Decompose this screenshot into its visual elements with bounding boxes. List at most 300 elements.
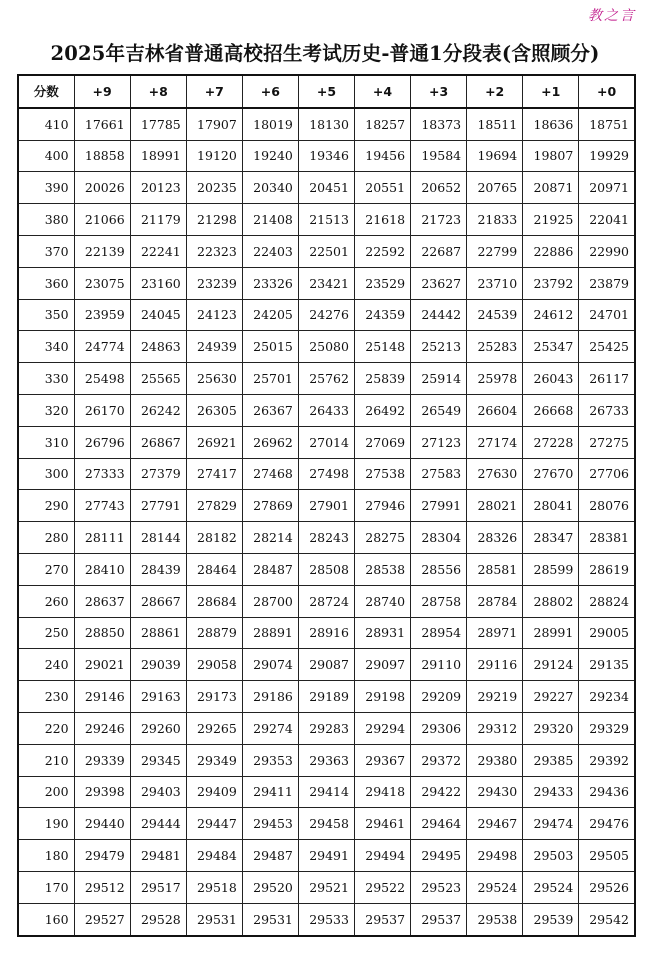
cumulative-count-cell: 29074 bbox=[242, 649, 298, 681]
cumulative-count-cell: 27468 bbox=[242, 458, 298, 490]
cumulative-count-cell: 22501 bbox=[298, 235, 354, 267]
cumulative-count-cell: 27069 bbox=[354, 426, 410, 458]
cumulative-count-cell: 26367 bbox=[242, 394, 298, 426]
cumulative-count-cell: 29447 bbox=[186, 808, 242, 840]
cumulative-count-cell: 27498 bbox=[298, 458, 354, 490]
cumulative-count-cell: 29329 bbox=[579, 712, 635, 744]
table-row bbox=[18, 140, 635, 172]
cumulative-count-cell: 29461 bbox=[354, 808, 410, 840]
cumulative-count-cell: 25498 bbox=[74, 363, 130, 395]
score-cell: 200 bbox=[18, 776, 74, 808]
cumulative-count-cell: 29246 bbox=[74, 712, 130, 744]
cumulative-count-cell: 29163 bbox=[130, 681, 186, 713]
cumulative-count-cell: 29380 bbox=[467, 744, 523, 776]
cumulative-count-cell: 27901 bbox=[298, 490, 354, 522]
cumulative-count-cell: 20551 bbox=[354, 172, 410, 204]
cumulative-count-cell: 19240 bbox=[242, 140, 298, 172]
cumulative-count-cell: 22990 bbox=[579, 235, 635, 267]
table-row bbox=[18, 394, 635, 426]
cumulative-count-cell: 29411 bbox=[242, 776, 298, 808]
cumulative-count-cell: 26604 bbox=[467, 394, 523, 426]
cumulative-count-cell: 28021 bbox=[467, 490, 523, 522]
cumulative-count-cell: 26305 bbox=[186, 394, 242, 426]
cumulative-count-cell: 29520 bbox=[242, 871, 298, 903]
cumulative-count-cell: 28275 bbox=[354, 522, 410, 554]
cumulative-count-cell: 29021 bbox=[74, 649, 130, 681]
cumulative-count-cell: 21513 bbox=[298, 204, 354, 236]
score-cell: 190 bbox=[18, 808, 74, 840]
cumulative-count-cell: 29494 bbox=[354, 840, 410, 872]
cumulative-count-cell: 19584 bbox=[411, 140, 467, 172]
column-header-offset: +4 bbox=[354, 75, 410, 108]
cumulative-count-cell: 19694 bbox=[467, 140, 523, 172]
cumulative-count-cell: 18511 bbox=[467, 108, 523, 140]
cumulative-count-cell: 22403 bbox=[242, 235, 298, 267]
cumulative-count-cell: 28991 bbox=[523, 617, 579, 649]
cumulative-count-cell: 29372 bbox=[411, 744, 467, 776]
cumulative-count-cell: 20652 bbox=[411, 172, 467, 204]
cumulative-count-cell: 29124 bbox=[523, 649, 579, 681]
cumulative-count-cell: 23239 bbox=[186, 267, 242, 299]
cumulative-count-cell: 23160 bbox=[130, 267, 186, 299]
cumulative-count-cell: 28971 bbox=[467, 617, 523, 649]
cumulative-count-cell: 28381 bbox=[579, 522, 635, 554]
cumulative-count-cell: 18751 bbox=[579, 108, 635, 140]
table-row bbox=[18, 776, 635, 808]
cumulative-count-cell: 28724 bbox=[298, 585, 354, 617]
cumulative-count-cell: 18130 bbox=[298, 108, 354, 140]
cumulative-count-cell: 26433 bbox=[298, 394, 354, 426]
cumulative-count-cell: 26117 bbox=[579, 363, 635, 395]
cumulative-count-cell: 23421 bbox=[298, 267, 354, 299]
cumulative-count-cell: 29495 bbox=[411, 840, 467, 872]
table-row bbox=[18, 108, 635, 140]
cumulative-count-cell: 25148 bbox=[354, 331, 410, 363]
cumulative-count-cell: 24442 bbox=[411, 299, 467, 331]
score-cell: 360 bbox=[18, 267, 74, 299]
score-cell: 280 bbox=[18, 522, 74, 554]
cumulative-count-cell: 19807 bbox=[523, 140, 579, 172]
table-row bbox=[18, 235, 635, 267]
cumulative-count-cell: 24774 bbox=[74, 331, 130, 363]
cumulative-count-cell: 29503 bbox=[523, 840, 579, 872]
cumulative-count-cell: 29467 bbox=[467, 808, 523, 840]
cumulative-count-cell: 29517 bbox=[130, 871, 186, 903]
cumulative-count-cell: 27869 bbox=[242, 490, 298, 522]
cumulative-count-cell: 29097 bbox=[354, 649, 410, 681]
cumulative-count-cell: 28802 bbox=[523, 585, 579, 617]
cumulative-count-cell: 23792 bbox=[523, 267, 579, 299]
cumulative-count-cell: 23959 bbox=[74, 299, 130, 331]
cumulative-count-cell: 19346 bbox=[298, 140, 354, 172]
cumulative-count-cell: 29484 bbox=[186, 840, 242, 872]
table-row bbox=[18, 522, 635, 554]
cumulative-count-cell: 27583 bbox=[411, 458, 467, 490]
cumulative-count-cell: 29058 bbox=[186, 649, 242, 681]
table-row bbox=[18, 744, 635, 776]
score-cell: 290 bbox=[18, 490, 74, 522]
table-row bbox=[18, 363, 635, 395]
page-title: 2025年吉林省普通高校招生考试历史-普通1分段表(含照顾分) bbox=[50, 42, 600, 65]
cumulative-count-cell: 17907 bbox=[186, 108, 242, 140]
cumulative-count-cell: 24701 bbox=[579, 299, 635, 331]
cumulative-count-cell: 21179 bbox=[130, 204, 186, 236]
cumulative-count-cell: 28214 bbox=[242, 522, 298, 554]
cumulative-count-cell: 18257 bbox=[354, 108, 410, 140]
cumulative-count-cell: 18991 bbox=[130, 140, 186, 172]
score-cell: 410 bbox=[18, 108, 74, 140]
cumulative-count-cell: 25080 bbox=[298, 331, 354, 363]
cumulative-count-cell: 18373 bbox=[411, 108, 467, 140]
cumulative-count-cell: 29135 bbox=[579, 649, 635, 681]
cumulative-count-cell: 29518 bbox=[186, 871, 242, 903]
cumulative-count-cell: 25565 bbox=[130, 363, 186, 395]
cumulative-count-cell: 29476 bbox=[579, 808, 635, 840]
cumulative-count-cell: 29531 bbox=[242, 903, 298, 935]
cumulative-count-cell: 28487 bbox=[242, 553, 298, 585]
table-row bbox=[18, 903, 635, 935]
cumulative-count-cell: 29265 bbox=[186, 712, 242, 744]
cumulative-count-cell: 29234 bbox=[579, 681, 635, 713]
cumulative-count-cell: 29345 bbox=[130, 744, 186, 776]
cumulative-count-cell: 28861 bbox=[130, 617, 186, 649]
cumulative-count-cell: 22139 bbox=[74, 235, 130, 267]
cumulative-count-cell: 26170 bbox=[74, 394, 130, 426]
cumulative-count-cell: 29538 bbox=[467, 903, 523, 935]
cumulative-count-cell: 25762 bbox=[298, 363, 354, 395]
cumulative-count-cell: 25914 bbox=[411, 363, 467, 395]
cumulative-count-cell: 28439 bbox=[130, 553, 186, 585]
cumulative-count-cell: 29537 bbox=[354, 903, 410, 935]
cumulative-count-cell: 25213 bbox=[411, 331, 467, 363]
cumulative-count-cell: 22886 bbox=[523, 235, 579, 267]
cumulative-count-cell: 18019 bbox=[242, 108, 298, 140]
cumulative-count-cell: 28243 bbox=[298, 522, 354, 554]
cumulative-count-cell: 24205 bbox=[242, 299, 298, 331]
cumulative-count-cell: 29527 bbox=[74, 903, 130, 935]
cumulative-count-cell: 27417 bbox=[186, 458, 242, 490]
cumulative-count-cell: 28410 bbox=[74, 553, 130, 585]
table-row bbox=[18, 617, 635, 649]
cumulative-count-cell: 28076 bbox=[579, 490, 635, 522]
cumulative-count-cell: 27333 bbox=[74, 458, 130, 490]
cumulative-count-cell: 29474 bbox=[523, 808, 579, 840]
table-row bbox=[18, 204, 635, 236]
cumulative-count-cell: 29422 bbox=[411, 776, 467, 808]
score-cell: 240 bbox=[18, 649, 74, 681]
column-header-offset: +0 bbox=[579, 75, 635, 108]
score-cell: 320 bbox=[18, 394, 74, 426]
cumulative-count-cell: 28700 bbox=[242, 585, 298, 617]
cumulative-count-cell: 29363 bbox=[298, 744, 354, 776]
cumulative-count-cell: 29524 bbox=[467, 871, 523, 903]
score-cell: 160 bbox=[18, 903, 74, 935]
cumulative-count-cell: 29418 bbox=[354, 776, 410, 808]
cumulative-count-cell: 25425 bbox=[579, 331, 635, 363]
table-row bbox=[18, 840, 635, 872]
cumulative-count-cell: 28304 bbox=[411, 522, 467, 554]
cumulative-count-cell: 20971 bbox=[579, 172, 635, 204]
score-cell: 220 bbox=[18, 712, 74, 744]
column-header-score: 分数 bbox=[18, 75, 74, 108]
score-cell: 310 bbox=[18, 426, 74, 458]
cumulative-count-cell: 22041 bbox=[579, 204, 635, 236]
cumulative-count-cell: 28850 bbox=[74, 617, 130, 649]
cumulative-count-cell: 29005 bbox=[579, 617, 635, 649]
cumulative-count-cell: 29505 bbox=[579, 840, 635, 872]
score-cell: 340 bbox=[18, 331, 74, 363]
cumulative-count-cell: 28347 bbox=[523, 522, 579, 554]
cumulative-count-cell: 27630 bbox=[467, 458, 523, 490]
cumulative-count-cell: 28740 bbox=[354, 585, 410, 617]
cumulative-count-cell: 29433 bbox=[523, 776, 579, 808]
cumulative-count-cell: 27791 bbox=[130, 490, 186, 522]
cumulative-count-cell: 28599 bbox=[523, 553, 579, 585]
cumulative-count-cell: 28326 bbox=[467, 522, 523, 554]
cumulative-count-cell: 29430 bbox=[467, 776, 523, 808]
cumulative-count-cell: 29198 bbox=[354, 681, 410, 713]
cumulative-count-cell: 27228 bbox=[523, 426, 579, 458]
score-cell: 250 bbox=[18, 617, 74, 649]
cumulative-count-cell: 21298 bbox=[186, 204, 242, 236]
cumulative-count-cell: 26242 bbox=[130, 394, 186, 426]
cumulative-count-cell: 29458 bbox=[298, 808, 354, 840]
cumulative-count-cell: 29353 bbox=[242, 744, 298, 776]
table-row bbox=[18, 458, 635, 490]
cumulative-count-cell: 27275 bbox=[579, 426, 635, 458]
cumulative-count-cell: 28931 bbox=[354, 617, 410, 649]
column-header-offset: +6 bbox=[242, 75, 298, 108]
cumulative-count-cell: 29436 bbox=[579, 776, 635, 808]
cumulative-count-cell: 26043 bbox=[523, 363, 579, 395]
cumulative-count-cell: 29526 bbox=[579, 871, 635, 903]
cumulative-count-cell: 29173 bbox=[186, 681, 242, 713]
cumulative-count-cell: 21408 bbox=[242, 204, 298, 236]
cumulative-count-cell: 29146 bbox=[74, 681, 130, 713]
cumulative-count-cell: 29110 bbox=[411, 649, 467, 681]
table-row bbox=[18, 585, 635, 617]
cumulative-count-cell: 29444 bbox=[130, 808, 186, 840]
cumulative-count-cell: 27123 bbox=[411, 426, 467, 458]
cumulative-count-cell: 29479 bbox=[74, 840, 130, 872]
cumulative-count-cell: 20871 bbox=[523, 172, 579, 204]
score-cell: 170 bbox=[18, 871, 74, 903]
cumulative-count-cell: 29349 bbox=[186, 744, 242, 776]
cumulative-count-cell: 29523 bbox=[411, 871, 467, 903]
cumulative-count-cell: 29039 bbox=[130, 649, 186, 681]
cumulative-count-cell: 28619 bbox=[579, 553, 635, 585]
score-cell: 330 bbox=[18, 363, 74, 395]
cumulative-count-cell: 28954 bbox=[411, 617, 467, 649]
cumulative-count-cell: 21925 bbox=[523, 204, 579, 236]
cumulative-count-cell: 23710 bbox=[467, 267, 523, 299]
cumulative-count-cell: 17661 bbox=[74, 108, 130, 140]
cumulative-count-cell: 20026 bbox=[74, 172, 130, 204]
cumulative-count-cell: 17785 bbox=[130, 108, 186, 140]
cumulative-count-cell: 29219 bbox=[467, 681, 523, 713]
cumulative-count-cell: 23326 bbox=[242, 267, 298, 299]
cumulative-count-cell: 29481 bbox=[130, 840, 186, 872]
score-cell: 350 bbox=[18, 299, 74, 331]
cumulative-count-cell: 29209 bbox=[411, 681, 467, 713]
cumulative-count-cell: 29403 bbox=[130, 776, 186, 808]
cumulative-count-cell: 29339 bbox=[74, 744, 130, 776]
cumulative-count-cell: 29528 bbox=[130, 903, 186, 935]
cumulative-count-cell: 29116 bbox=[467, 649, 523, 681]
cumulative-count-cell: 22687 bbox=[411, 235, 467, 267]
cumulative-count-cell: 26962 bbox=[242, 426, 298, 458]
cumulative-count-cell: 29385 bbox=[523, 744, 579, 776]
cumulative-count-cell: 29512 bbox=[74, 871, 130, 903]
cumulative-count-cell: 29306 bbox=[411, 712, 467, 744]
cumulative-count-cell: 21066 bbox=[74, 204, 130, 236]
cumulative-count-cell: 20235 bbox=[186, 172, 242, 204]
score-distribution-table bbox=[17, 74, 636, 937]
cumulative-count-cell: 23075 bbox=[74, 267, 130, 299]
cumulative-count-cell: 29539 bbox=[523, 903, 579, 935]
cumulative-count-cell: 29392 bbox=[579, 744, 635, 776]
cumulative-count-cell: 25347 bbox=[523, 331, 579, 363]
cumulative-count-cell: 29542 bbox=[579, 903, 635, 935]
cumulative-count-cell: 24045 bbox=[130, 299, 186, 331]
cumulative-count-cell: 27706 bbox=[579, 458, 635, 490]
cumulative-count-cell: 24123 bbox=[186, 299, 242, 331]
cumulative-count-cell: 29491 bbox=[298, 840, 354, 872]
cumulative-count-cell: 29524 bbox=[523, 871, 579, 903]
cumulative-count-cell: 29498 bbox=[467, 840, 523, 872]
column-header-offset: +1 bbox=[523, 75, 579, 108]
cumulative-count-cell: 25701 bbox=[242, 363, 298, 395]
score-cell: 270 bbox=[18, 553, 74, 585]
cumulative-count-cell: 26549 bbox=[411, 394, 467, 426]
cumulative-count-cell: 26668 bbox=[523, 394, 579, 426]
cumulative-count-cell: 28916 bbox=[298, 617, 354, 649]
cumulative-count-cell: 19120 bbox=[186, 140, 242, 172]
cumulative-count-cell: 29260 bbox=[130, 712, 186, 744]
cumulative-count-cell: 28891 bbox=[242, 617, 298, 649]
cumulative-count-cell: 29522 bbox=[354, 871, 410, 903]
table-row bbox=[18, 299, 635, 331]
cumulative-count-cell: 27743 bbox=[74, 490, 130, 522]
cumulative-count-cell: 19456 bbox=[354, 140, 410, 172]
cumulative-count-cell: 29227 bbox=[523, 681, 579, 713]
cumulative-count-cell: 22241 bbox=[130, 235, 186, 267]
table-row bbox=[18, 172, 635, 204]
cumulative-count-cell: 21723 bbox=[411, 204, 467, 236]
cumulative-count-cell: 29414 bbox=[298, 776, 354, 808]
column-header-offset: +8 bbox=[130, 75, 186, 108]
cumulative-count-cell: 28538 bbox=[354, 553, 410, 585]
cumulative-count-cell: 29453 bbox=[242, 808, 298, 840]
cumulative-count-cell: 28556 bbox=[411, 553, 467, 585]
cumulative-count-cell: 22592 bbox=[354, 235, 410, 267]
cumulative-count-cell: 28041 bbox=[523, 490, 579, 522]
cumulative-count-cell: 23627 bbox=[411, 267, 467, 299]
cumulative-count-cell: 29312 bbox=[467, 712, 523, 744]
cumulative-count-cell: 25630 bbox=[186, 363, 242, 395]
cumulative-count-cell: 29186 bbox=[242, 681, 298, 713]
table-row bbox=[18, 649, 635, 681]
cumulative-count-cell: 23879 bbox=[579, 267, 635, 299]
cumulative-count-cell: 18636 bbox=[523, 108, 579, 140]
cumulative-count-cell: 20451 bbox=[298, 172, 354, 204]
cumulative-count-cell: 25978 bbox=[467, 363, 523, 395]
cumulative-count-cell: 24612 bbox=[523, 299, 579, 331]
cumulative-count-cell: 29367 bbox=[354, 744, 410, 776]
table-row bbox=[18, 808, 635, 840]
cumulative-count-cell: 28824 bbox=[579, 585, 635, 617]
cumulative-count-cell: 27379 bbox=[130, 458, 186, 490]
cumulative-count-cell: 19929 bbox=[579, 140, 635, 172]
cumulative-count-cell: 28182 bbox=[186, 522, 242, 554]
cumulative-count-cell: 18858 bbox=[74, 140, 130, 172]
cumulative-count-cell: 28464 bbox=[186, 553, 242, 585]
cumulative-count-cell: 21833 bbox=[467, 204, 523, 236]
cumulative-count-cell: 29464 bbox=[411, 808, 467, 840]
cumulative-count-cell: 24276 bbox=[298, 299, 354, 331]
cumulative-count-cell: 27829 bbox=[186, 490, 242, 522]
cumulative-count-cell: 21618 bbox=[354, 204, 410, 236]
cumulative-count-cell: 26796 bbox=[74, 426, 130, 458]
cumulative-count-cell: 23529 bbox=[354, 267, 410, 299]
cumulative-count-cell: 28667 bbox=[130, 585, 186, 617]
watermark-logo: 教之言 bbox=[588, 8, 636, 24]
table-body bbox=[18, 108, 635, 936]
table-row bbox=[18, 553, 635, 585]
cumulative-count-cell: 26492 bbox=[354, 394, 410, 426]
cumulative-count-cell: 29398 bbox=[74, 776, 130, 808]
cumulative-count-cell: 26867 bbox=[130, 426, 186, 458]
column-header-offset: +9 bbox=[74, 75, 130, 108]
cumulative-count-cell: 22799 bbox=[467, 235, 523, 267]
cumulative-count-cell: 29294 bbox=[354, 712, 410, 744]
table-row bbox=[18, 712, 635, 744]
cumulative-count-cell: 24539 bbox=[467, 299, 523, 331]
column-header-offset: +7 bbox=[186, 75, 242, 108]
cumulative-count-cell: 28581 bbox=[467, 553, 523, 585]
table-row bbox=[18, 426, 635, 458]
cumulative-count-cell: 25283 bbox=[467, 331, 523, 363]
score-cell: 210 bbox=[18, 744, 74, 776]
cumulative-count-cell: 29531 bbox=[186, 903, 242, 935]
cumulative-count-cell: 28684 bbox=[186, 585, 242, 617]
cumulative-count-cell: 27991 bbox=[411, 490, 467, 522]
cumulative-count-cell: 29487 bbox=[242, 840, 298, 872]
table-row bbox=[18, 267, 635, 299]
cumulative-count-cell: 25015 bbox=[242, 331, 298, 363]
cumulative-count-cell: 26921 bbox=[186, 426, 242, 458]
cumulative-count-cell: 27538 bbox=[354, 458, 410, 490]
cumulative-count-cell: 28637 bbox=[74, 585, 130, 617]
score-cell: 370 bbox=[18, 235, 74, 267]
cumulative-count-cell: 28784 bbox=[467, 585, 523, 617]
cumulative-count-cell: 24863 bbox=[130, 331, 186, 363]
cumulative-count-cell: 29533 bbox=[298, 903, 354, 935]
cumulative-count-cell: 27946 bbox=[354, 490, 410, 522]
cumulative-count-cell: 29320 bbox=[523, 712, 579, 744]
cumulative-count-cell: 28879 bbox=[186, 617, 242, 649]
score-cell: 180 bbox=[18, 840, 74, 872]
cumulative-count-cell: 27174 bbox=[467, 426, 523, 458]
cumulative-count-cell: 28508 bbox=[298, 553, 354, 585]
cumulative-count-cell: 27014 bbox=[298, 426, 354, 458]
score-cell: 400 bbox=[18, 140, 74, 172]
column-header-offset: +3 bbox=[411, 75, 467, 108]
cumulative-count-cell: 29189 bbox=[298, 681, 354, 713]
cumulative-count-cell: 29087 bbox=[298, 649, 354, 681]
cumulative-count-cell: 20765 bbox=[467, 172, 523, 204]
score-cell: 390 bbox=[18, 172, 74, 204]
